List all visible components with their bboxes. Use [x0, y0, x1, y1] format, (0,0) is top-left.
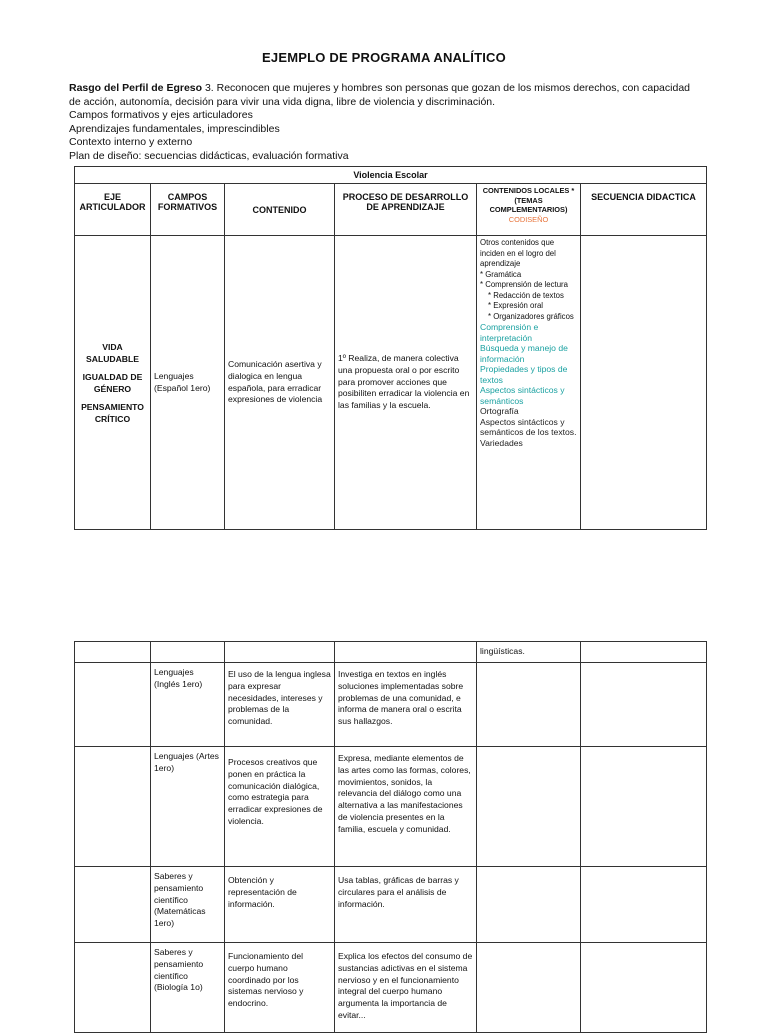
table-caption: Violencia Escolar — [75, 167, 707, 184]
locales-subitem: * Redacción de textos — [488, 290, 564, 300]
secuencia-cell — [581, 642, 707, 663]
intro-line: Campos formativos y ejes articuladores — [69, 109, 253, 122]
locales-subitem: * Organizadores gráficos — [488, 311, 574, 321]
header-eje: EJE ARTICULADOR — [75, 184, 151, 236]
table-row — [75, 236, 707, 530]
secuencia-cell — [581, 747, 707, 867]
locales-dark-item: Aspectos sintácticos y semánticos de los textos. — [480, 416, 577, 437]
table-row — [75, 663, 707, 747]
campos-cell: Saberes y pensamiento científico (Biología 1o) — [151, 943, 225, 1033]
campos-cell: Lenguajes (Artes 1ero) — [151, 747, 225, 867]
eje-cell — [75, 943, 151, 1033]
eje-line: CRÍTICO — [94, 413, 131, 424]
eje-cell — [75, 867, 151, 943]
rasgo-paragraph — [69, 82, 699, 109]
header-contenidos-locales-label: CONTENIDOS LOCALES *(TEMAS COMPLEMENTARIOS) — [482, 186, 575, 214]
proceso-cell — [335, 642, 477, 663]
secuencia-cell — [581, 867, 707, 943]
contenidos-locales-cell — [477, 663, 581, 747]
proceso-cell: Investiga en textos en inglés soluciones implementadas sobre problemas de una comunidad, e informa de manera oral o escrita sus hallazgos. — [335, 663, 477, 747]
contenidos-locales-cell — [477, 867, 581, 943]
contenido-cell: Comunicación asertiva y dialogica en lengua española, para erradicar expresiones de violencia — [225, 236, 335, 530]
eje-articulador-cell — [75, 236, 151, 530]
eje-cell — [75, 663, 151, 747]
locales-intro: Otros contenidos que inciden en el logro del aprendizaje — [480, 238, 556, 268]
eje-cell — [75, 642, 151, 663]
locales-item: * Comprensión de lectura — [480, 280, 568, 289]
header-proceso: PROCESO DE DESARROLLO DE APRENDIZAJE — [335, 184, 477, 236]
proceso-cell: Usa tablas, gráficas de barras y circulares para el análisis de información. — [335, 867, 477, 943]
header-secuencia: SECUENCIA DIDACTICA — [581, 184, 707, 236]
locales-dark-item: Variedades — [480, 437, 523, 448]
header-contenido: CONTENIDO — [225, 184, 335, 236]
eje-line: PENSAMIENTO — [81, 401, 144, 412]
table-row — [75, 943, 707, 1033]
rasgo-text: 3. Reconocen que mujeres y hombres son personas que gozan de los mismos derechos, con capacidad de acción, autonomía, decisión para vivir una vida digna, libre de violencia y discriminación. — [69, 82, 690, 108]
contenido-cell — [225, 642, 335, 663]
proceso-cell: Explica los efectos del consumo de sustancias adictivas en el sistema nervioso y en el funcionamiento integral del cuerpo humano argumenta la importancia de evitar... — [335, 943, 477, 1033]
locales-teal-item: Búsqueda y manejo de información — [480, 343, 568, 364]
contenido-cell: El uso de la lengua inglesa para expresar necesidades, intereses y problemas de la comunidad. — [225, 663, 335, 747]
eje-line: IGUALDAD DE — [82, 371, 143, 382]
table-row — [75, 747, 707, 867]
contenidos-locales-cell — [477, 236, 581, 530]
eje-line: GÉNERO — [93, 383, 132, 394]
header-campos: CAMPOS FORMATIVOS — [151, 184, 225, 236]
table-header-row — [75, 184, 707, 236]
intro-line: Aprendizajes fundamentales, imprescindibles — [69, 122, 280, 135]
rasgo-label: Rasgo del Perfil de Egreso — [69, 82, 203, 94]
contenido-cell: Obtención y representación de información. — [225, 867, 335, 943]
campos-cell: Lenguajes (Inglés 1ero) — [151, 663, 225, 747]
locales-item: * Gramática — [480, 269, 522, 279]
table-row — [75, 867, 707, 943]
campos-cell: Lenguajes (Español 1ero) — [151, 236, 225, 530]
secuencia-cell — [581, 663, 707, 747]
proceso-cell: Expresa, mediante elementos de las artes como las formas, colores, movimientos, sonidos, la relevancia del diálogo como una alternativa a las manifestaciones de violencia presentes en la familia, escuela y comunidad. — [335, 747, 477, 867]
locales-dark-item: Ortografía — [480, 406, 519, 416]
contenidos-locales-cell — [477, 943, 581, 1033]
table-caption-row — [75, 167, 707, 184]
campos-cell — [151, 642, 225, 663]
eje-line: VIDA — [102, 341, 123, 352]
intro-block — [69, 82, 699, 164]
contenido-cell: Procesos creativos que ponen en práctica la comunicación dialógica, como estrategia para erradicar expresiones de violencia. — [225, 747, 335, 867]
locales-teal-item: Propiedades y tipos de textos — [480, 364, 568, 385]
intro-line: Plan de diseño: secuencias didácticas, evaluación formativa — [69, 149, 349, 162]
eje-cell — [75, 747, 151, 867]
table-row — [75, 642, 707, 663]
locales-subitem: * Expresión oral — [488, 301, 544, 310]
program-table-continued — [74, 641, 707, 1033]
locales-teal-item: Aspectos sintácticos y semánticos — [480, 385, 565, 406]
contenidos-locales-cell — [477, 747, 581, 867]
header-contenidos-locales — [477, 184, 581, 236]
secuencia-cell — [581, 236, 707, 530]
program-table — [74, 166, 707, 530]
contenido-cell: Funcionamiento del cuerpo humano coordinado por los sistemas nervioso y endocrino. — [225, 943, 335, 1033]
eje-line: SALUDABLE — [86, 353, 139, 364]
campos-cell: Saberes y pensamiento científico (Matemáticas 1ero) — [151, 867, 225, 943]
secuencia-cell — [581, 943, 707, 1033]
intro-line: Contexto interno y externo — [69, 136, 193, 149]
contenidos-locales-cell: lingüísticas. — [477, 642, 581, 663]
document-title: EJEMPLO DE PROGRAMA ANALÍTICO — [262, 50, 506, 65]
header-codiseno: CODISEÑO — [508, 214, 549, 224]
locales-teal-item: Comprensión e interpretación — [480, 322, 539, 343]
proceso-cell: 1º Realiza, de manera colectiva una propuesta oral o por escrito para promover acciones que posibiliten erradicar la violencia en las familias y la escuela. — [335, 236, 477, 530]
